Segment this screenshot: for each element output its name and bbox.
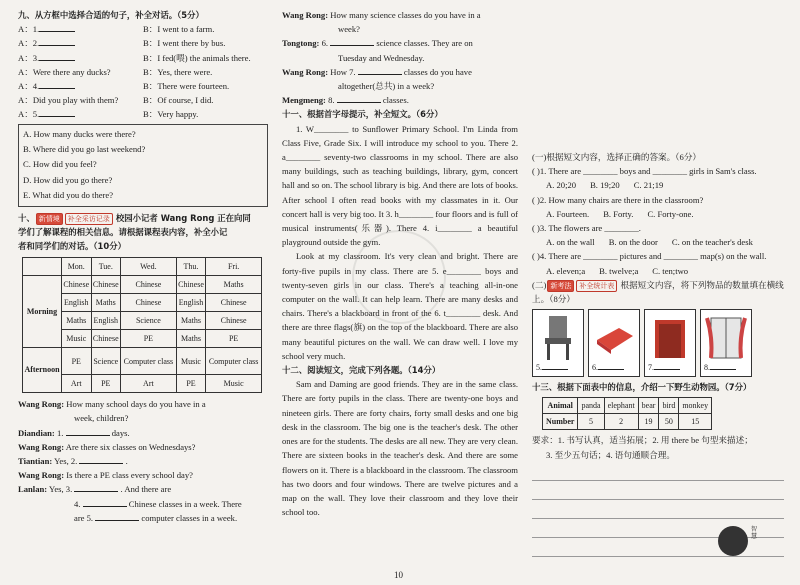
speaker-name: Wang Rong: (18, 470, 65, 481)
speaker-a-line (18, 22, 143, 36)
animal-header-cell: bear (638, 398, 659, 414)
dialog-text: How 7. (330, 66, 356, 77)
table-cell: Chinese (91, 276, 121, 294)
dialog-line (18, 468, 268, 482)
dialog-line (18, 482, 268, 496)
question-options (532, 235, 784, 249)
speaker-name: Wang Rong: (282, 10, 329, 20)
speaker-b-text: Of course, I did. (157, 95, 214, 106)
speaker-b-label: B： (143, 38, 158, 49)
option[interactable]: B. twelve;a (599, 265, 639, 276)
multiple-choice-questions (532, 164, 784, 278)
dialog-text: 1. (56, 427, 64, 438)
section-10-dialog-2 (282, 8, 518, 107)
speaker-a-label: A：4. (18, 81, 40, 92)
dialog-text: How many science classes do you have in a (330, 10, 481, 20)
table-cell: English (62, 294, 92, 312)
answer-blank[interactable] (330, 36, 374, 46)
option[interactable]: A. eleven;a (546, 265, 586, 276)
picture-label (592, 360, 624, 375)
option[interactable]: B. on the door (608, 237, 658, 248)
picture-number: 5. (536, 363, 542, 373)
animal-number-cell: Number (543, 414, 578, 430)
dialog-line (282, 93, 518, 107)
table-cell: Chinese (62, 276, 92, 294)
section-10-title-a: 校园小记者 Wang Rong 正在向同 (115, 212, 251, 223)
option[interactable]: B. Forty. (603, 208, 634, 219)
option[interactable]: A. 20;20 (546, 180, 577, 191)
dialog-text: week? (338, 24, 360, 35)
answer-blank[interactable] (39, 107, 75, 117)
option[interactable]: C. ten;two (652, 265, 689, 276)
speaker-b-line (143, 65, 268, 79)
sub2-prefix: (二) (532, 279, 547, 290)
animal-table (542, 397, 712, 430)
dialog-line (282, 65, 518, 79)
animal-header-cell: monkey (679, 398, 712, 414)
section-11-passage-2: Look at my classroom. It's very clean and bright. There are forty-five pupils in my class. There are 5. e________ boys and twenty-seven girls in our class. There's a teaching all-in-one computer on the wall. It can help learn. There are many desks and chairs. There's a blackboard in front of the 6. t________ desk. And there are three flags(旗) on the top of the blackboard. There are also many beautiful pictures on the wall. We can draw well. I love my school very much. (282, 251, 518, 361)
option-item: C. How did you feel? (23, 159, 97, 170)
speaker-a-line (18, 36, 143, 50)
table-cell: Chinese (176, 276, 206, 294)
speaker-name: Wang Rong: (18, 441, 65, 452)
dialog-text: 4. (74, 498, 81, 509)
speaker-b-text: I went to a farm. (157, 24, 215, 35)
option[interactable]: B. 19;20 (590, 180, 620, 191)
table-cell: English (176, 294, 206, 312)
table-cell: Chinese (206, 312, 262, 330)
dialog-line (18, 397, 268, 411)
speaker-a-label: A： (18, 95, 33, 106)
section-13-req-2: 3. 至少五句话；4. 语句通顺合理。 (546, 449, 675, 460)
dialog-text-after: . And there are (120, 484, 172, 495)
dialog-line (18, 454, 268, 468)
answer-blank[interactable] (83, 497, 127, 507)
table-cell: PE (121, 330, 177, 348)
table-cell: Art (62, 375, 92, 393)
option[interactable]: C. on the teacher's desk (671, 237, 753, 248)
speaker-a-text: Were there any ducks? (32, 66, 111, 77)
table-cell: Science (91, 348, 121, 375)
animal-number-cell: 2 (604, 414, 638, 430)
column-right (532, 150, 784, 557)
table-cell: Maths (176, 312, 206, 330)
morning-label: Morning (23, 276, 62, 348)
answer-blank[interactable] (39, 51, 75, 61)
dialog-line (18, 411, 268, 425)
speaker-b-line (143, 79, 268, 93)
dialog-text: 6. (321, 38, 329, 49)
dialog-text: Are there six classes on Wednesdays? (65, 441, 196, 452)
dialog-line (282, 22, 518, 36)
dialog-text: Is there a PE class every school day? (66, 470, 193, 481)
picture-label (536, 360, 568, 375)
option-item: B. Where did you go last weekend? (23, 144, 146, 155)
dialog-text-after: classes. (382, 95, 409, 106)
question (532, 221, 784, 249)
table-header-cell: Mon. (62, 258, 92, 276)
table-cell: Chinese (121, 276, 177, 294)
table-row (23, 348, 262, 375)
animal-number-cell: 15 (679, 414, 712, 430)
dialog-row (18, 107, 268, 121)
speaker-b-label: B： (143, 81, 158, 92)
speaker-a-line (18, 79, 143, 93)
new-context-tag: 新情境 (36, 213, 63, 225)
picture-number: 7. (648, 363, 654, 373)
speaker-name: Tiantian: (18, 456, 53, 467)
table-header-cell: Fri. (206, 258, 262, 276)
question-stem: The flowers are ________. (548, 223, 641, 234)
table-cell: Science (121, 312, 177, 330)
speaker-a-text: Did you play with them? (32, 95, 119, 106)
option-item: A. How many ducks were there? (23, 128, 136, 139)
speaker-a-label: A：2. (18, 38, 40, 49)
question-stem: How many chairs are there in the classroom? (548, 194, 704, 205)
dialog-text-after: . (125, 456, 128, 467)
question (532, 164, 784, 192)
table-cell: PE (62, 348, 92, 375)
speaker-a-label: A： (18, 66, 33, 77)
speaker-a-line (18, 93, 143, 107)
animal-number-cell: 50 (659, 414, 679, 430)
publisher-logo-icon (718, 526, 748, 556)
speaker-b-line (143, 22, 268, 36)
speaker-b-label: B： (143, 24, 158, 35)
answer-blank[interactable] (598, 360, 624, 370)
speaker-b-text: There were fourteen. (157, 81, 230, 92)
table-cell: Computer class (121, 348, 177, 375)
speaker-b-text: I fed(喂) the animals there. (157, 52, 251, 63)
section-11-passage: 1. W________ to Sunflower Primary School. I'm Linda from Class Five, Grade Six. I will introduce my school to you. There 2. a________ seventy-two classrooms in my school. There are also many buildings, such as teaching buildings, library, gym, concert hall and so on. The school library is big. And there are lots of books. After school I often read books with my classmates in it. Our concert hall is very big too. It 3. h________ four floors and is full of musical instruments(乐器). There 4. i________ a beautiful playground outside the gym. (282, 123, 518, 248)
speaker-b-label: B： (143, 66, 158, 77)
animal-header-cell: panda (578, 398, 604, 414)
table-cell: Chinese (121, 294, 177, 312)
answer-blank[interactable] (337, 93, 381, 103)
table-cell: Art (121, 375, 177, 393)
answer-blank[interactable] (79, 454, 123, 464)
dialog-text-after: classes do you have (403, 66, 472, 77)
section-9-dialog (18, 22, 268, 121)
dialog-row (18, 22, 268, 36)
speaker-name: Mengmeng: (282, 95, 326, 106)
answer-blank[interactable] (710, 360, 736, 370)
speaker-b-line (143, 36, 268, 50)
table-cell: Maths (91, 294, 121, 312)
stat-table-tag: 补全统计表 (576, 280, 617, 292)
publisher-logo-text: 智慧 (751, 526, 758, 540)
speaker-b-text: Very happy. (157, 109, 199, 120)
question (532, 193, 784, 221)
table-cell: Computer class (206, 348, 262, 375)
section-10-title-b: 学们了解课程的相关信息。请根据课程表内容，补全小记 (18, 226, 228, 237)
question (532, 249, 784, 277)
answer-blank[interactable] (39, 79, 75, 89)
option[interactable]: A. on the wall (546, 237, 595, 248)
speaker-b-label: B： (143, 109, 158, 120)
page-number: 10 (394, 570, 403, 580)
dialog-text: 8. (328, 95, 335, 106)
afternoon-label: Afternoon (23, 348, 62, 393)
speaker-a-line (18, 51, 143, 65)
speaker-a-line (18, 65, 143, 79)
dialog-text: altogether(总共) in a week? (338, 81, 435, 92)
speaker-name: Wang Rong: (282, 66, 329, 77)
question-options (532, 264, 784, 278)
speaker-b-line (143, 51, 268, 65)
section-10-title (18, 211, 268, 254)
dialog-text: How many school days do you have in a (66, 399, 206, 410)
option[interactable]: A. Fourteen. (546, 208, 590, 219)
dialog-row (18, 65, 268, 79)
speaker-name: Tongtong: (282, 38, 320, 49)
new-method-tag: 新考法 (547, 280, 574, 292)
option-item: E. What did you do there? (23, 190, 114, 201)
window-picture (700, 309, 752, 377)
speaker-a-line (18, 107, 143, 121)
picture-number: 6. (592, 363, 598, 373)
answer-blank[interactable] (74, 482, 118, 492)
option-item: D. How did you go there? (23, 174, 113, 185)
dialog-line (18, 497, 268, 511)
question-paren[interactable]: ( )2. (532, 194, 547, 205)
dialog-text-after: computer classes in a week. (141, 512, 238, 523)
table-cell: Maths (62, 312, 92, 330)
dialog-text-after: science classes. They are on (376, 38, 473, 49)
section-12-passage: Sam and Daming are good friends. They are in the same class. There are forty pupils in the class. There are twenty-one boys and nineteen girls. There are forty chairs, forty small desks and one big desk in the classroom. The big one is the teacher's desk. The other ones are for the students. The desks are all new. They are very clean. There are sixteen books in the teacher's desk. And there are some flowers on it. There is a blackboard in the classroom. The classroom has two doors and four windows. There are twelve pictures and a map on the wall. They love their classroom and they love their school too. (282, 379, 518, 518)
dialog-text-after: days. (111, 427, 130, 438)
schedule-table (22, 257, 262, 393)
table-cell: Music (62, 330, 92, 348)
table-header-cell (23, 258, 62, 276)
dialog-line (18, 440, 268, 454)
table-cell: PE (206, 330, 262, 348)
question-paren[interactable]: ( )3. (532, 223, 547, 234)
table-cell: Maths (176, 330, 206, 348)
answer-blank[interactable] (654, 360, 680, 370)
question-paren[interactable]: ( )4. (532, 251, 547, 262)
door-picture (644, 309, 696, 377)
table-header-cell: Thu. (176, 258, 206, 276)
dialog-text: Tuesday and Wednesday. (338, 52, 425, 63)
option[interactable]: C. Forty-one. (647, 208, 694, 219)
table-header-cell: Tue. (91, 258, 121, 276)
speaker-b-text: I went there by bus. (157, 38, 226, 49)
table-cell: Music (176, 348, 206, 375)
speaker-b-line (143, 93, 268, 107)
dialog-row (18, 51, 268, 65)
dialog-text: Yes, 3. (48, 484, 73, 495)
section-10-dialog-1 (18, 397, 268, 525)
animal-header-cell: Animal (543, 398, 578, 414)
section-12-subtitle-1: (一)根据短文内容，选择正确的答案。（6分） (532, 152, 702, 162)
section-12-title: 十二、阅读短文，完成下列各题。（14分） (282, 365, 441, 376)
interview-tag: 补全采访记录 (65, 213, 113, 225)
dialog-line (18, 511, 268, 525)
table-cell: Chinese (206, 294, 262, 312)
answer-blank[interactable] (542, 360, 568, 370)
table-cell: PE (91, 375, 121, 393)
animal-number-cell: 19 (638, 414, 659, 430)
question-options (532, 178, 784, 192)
dialog-line (282, 51, 518, 65)
question-stem: There are ________ pictures and ________ map(s) on the wall. (548, 251, 767, 262)
table-header-cell: Wed. (121, 258, 177, 276)
table-cell: Chinese (91, 330, 121, 348)
dialog-text: are 5. (74, 512, 94, 523)
sub2-title: 根据短文内容，将下列物品的数量填在横线上。（8分） (532, 279, 784, 305)
speaker-a-label: A：5. (18, 109, 40, 120)
table-cell: PE (176, 375, 206, 393)
table-row (23, 276, 262, 294)
section-13-title: 十三、根据下面表中的信息，介绍一下野生动物园。（7分） (532, 382, 752, 393)
column-left (18, 8, 268, 525)
book-picture (588, 309, 640, 377)
section-12-subtitle-2 (532, 278, 784, 306)
section-9-title: 九、从方框中选择合适的句子，补全对话。（5分） (18, 10, 204, 20)
speaker-b-line (143, 107, 268, 121)
dialog-text: week, children? (74, 413, 129, 424)
object-pictures (532, 309, 784, 377)
speaker-b-label: B： (143, 52, 158, 63)
animal-number-cell: 5 (578, 414, 604, 430)
speaker-b-text: Yes, there were. (157, 66, 213, 77)
speaker-b-label: B： (143, 95, 158, 106)
question-stem: There are ________ boys and ________ girls in Sam's class. (548, 166, 757, 177)
answer-blank[interactable] (39, 36, 75, 46)
dialog-line (282, 8, 518, 22)
animal-header-cell: elephant (604, 398, 638, 414)
dialog-row (18, 79, 268, 93)
question-paren[interactable]: ( )1. (532, 166, 547, 177)
dialog-text: Yes, 2. (54, 456, 78, 467)
speaker-name: Wang Rong: (18, 399, 65, 410)
table-cell: English (91, 312, 121, 330)
picture-label (704, 360, 736, 375)
dialog-line (282, 36, 518, 50)
section-13-req-1: 要求：1. 书写认真，适当拓展；2. 用 there be 句型来描述； (532, 435, 753, 446)
answer-blank[interactable] (358, 65, 402, 75)
speaker-name: Diandian: (18, 427, 55, 438)
picture-number: 8. (704, 363, 710, 373)
answer-blank[interactable] (95, 511, 139, 521)
picture-label (648, 360, 680, 375)
dialog-row (18, 93, 268, 107)
animal-header-cell: bird (659, 398, 679, 414)
dialog-line (18, 426, 268, 440)
section-10-number: 十、 (18, 212, 35, 223)
question-options (532, 207, 784, 221)
speaker-name: Lanlan: (18, 484, 48, 495)
column-middle (282, 8, 518, 519)
speaker-a-label: A：3. (18, 52, 40, 63)
answer-blank[interactable] (39, 22, 75, 32)
section-11-title: 十一、根据首字母提示，补全短文。（6分） (282, 109, 443, 120)
section-9-option-box (18, 124, 268, 207)
table-cell: Music (206, 375, 262, 393)
section-10-title-c: 者和同学们的对话。（10分） (18, 241, 126, 252)
dialog-row (18, 36, 268, 50)
answer-blank[interactable] (66, 426, 110, 436)
table-cell: Maths (206, 276, 262, 294)
dialog-text-after: Chinese classes in a week. There (128, 498, 242, 509)
speaker-a-label: A：1. (18, 24, 40, 35)
option[interactable]: C. 21;19 (633, 180, 664, 191)
dialog-line (282, 79, 518, 93)
chair-picture (532, 309, 584, 377)
